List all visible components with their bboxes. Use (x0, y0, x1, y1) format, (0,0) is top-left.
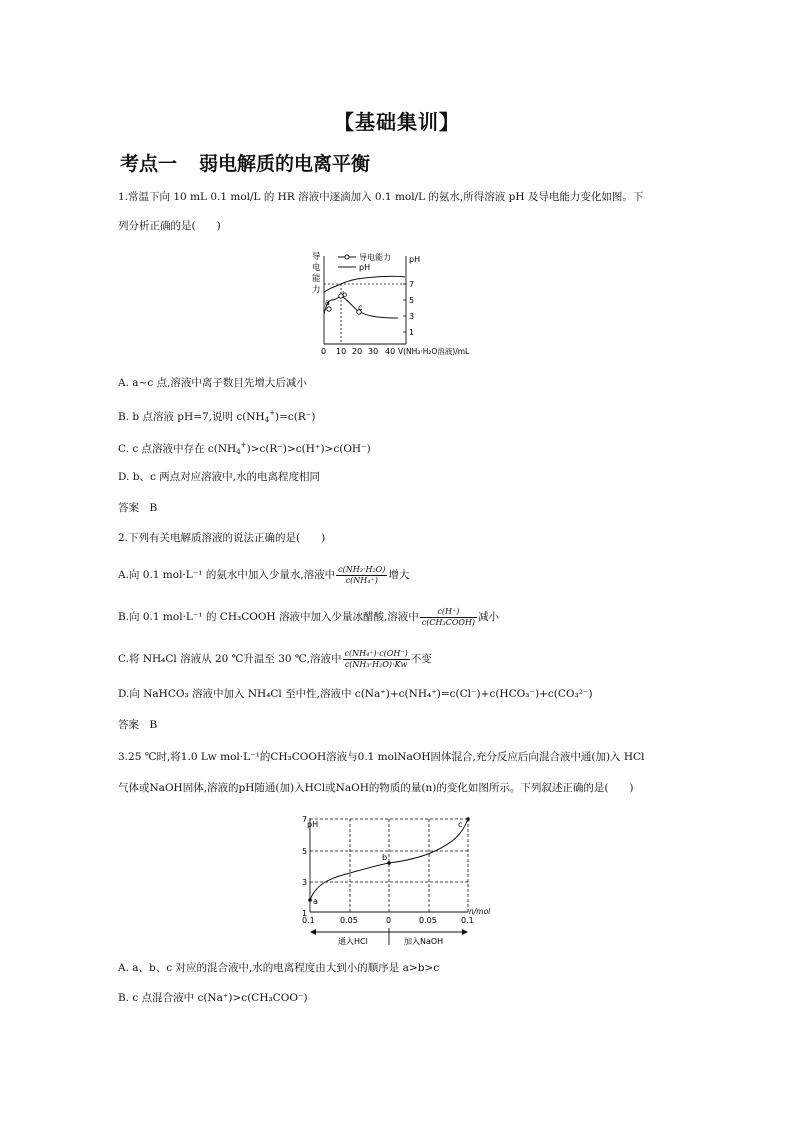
chart1-left-label-3: 力 (312, 285, 321, 295)
chart1-right-axis-label: pH (409, 255, 421, 264)
legend-ph-label: pH (359, 263, 371, 272)
chart2-x-tick-1: 0.05 (340, 916, 358, 925)
q2-option-d: D.向 NaHCO₃ 溶液中加入 NH₄Cl 至中性,溶液中 c(Na⁺)+c(NH₄⁺)=c(Cl⁻)+c(HCO₃⁻)+c(CO₃²⁻) (118, 688, 593, 700)
chart1-x-tick-10: 10 (336, 347, 347, 356)
chart2-point-c-marker (466, 817, 470, 821)
chart2-y-tick-5: 5 (302, 847, 308, 856)
section-name: 弱电解质的电离平衡 (199, 153, 371, 175)
chart2-right-arrow-label: 加入NaOH (404, 937, 444, 946)
q1-option-d: D. b、c 两点对应溶液中,水的电离程度相同 (118, 471, 320, 483)
ph-titration-chart (296, 808, 502, 952)
chart1-point-b-label: b (342, 290, 348, 299)
chart2-point-b-marker (387, 861, 391, 865)
q1-option-b: B. b 点溶液 pH=7,说明 $c(NH_4^+)=c(R^-)$ (118, 409, 316, 424)
q1-option-c: C. c 点溶液中存在 $c(NH_4^+)>c(R^-)>c(H^+)>c(OH^-)$ (118, 441, 371, 456)
q3-stem-line1: 3.25 ℃时,将1.0 Lw mol·L⁻¹的CH₃COOH溶液与0.1 molNaOH固体混合,充分反应后向混合液中通(加)入 HCl (118, 751, 645, 763)
chart1-right-tick-label-7: 7 (409, 280, 415, 289)
chart1-x-label: V(NH₃·H₂O溶液)/mL (398, 347, 470, 356)
chart2-right-arrowhead (462, 929, 468, 935)
q2-option-c: C.将 NH₄Cl 溶液从 20 ℃升温至 30 ℃,溶液中 $\frac{\text{c(NH₄⁺)·c(OH⁻)}}{\text{c(NH₃·H₂O)·Kw}}$ 不变 (118, 648, 432, 669)
chart2-point-a-label: a (313, 897, 318, 906)
chart1-point-c-label: c (358, 303, 363, 312)
chart1-right-tick-label-1: 1 (409, 328, 415, 337)
chart2-x-label: n/mol (469, 907, 491, 916)
chart1-x-tick-30: 30 (368, 347, 379, 356)
q2-answer: 答案 B (118, 719, 158, 731)
q2-option-b: B.向 0.1 mol·L⁻¹ 的 CH₃COOH 溶液中加入少量冰醋酸,溶液中 $\frac{c(H^+)}{\text{c(CH₃COOH)}}$ 减小 (118, 606, 500, 627)
chart1-left-label-0: 导 (312, 252, 321, 262)
chart2-x-tick-2: 0 (386, 916, 392, 925)
chart2-point-c-label: c (458, 820, 463, 829)
q2-stem: 2.下列有关电解质溶液的说法正确的是( ) (118, 532, 326, 544)
q3-stem-line2: 气体或NaOH固体,溶液的pH随通(加)入HCl或NaOH的物质的量(n)的变化如图所示。下列叙述正确的是( ) (118, 782, 634, 794)
chart2-y-tick-7: 7 (302, 815, 308, 824)
q3-option-a: A. a、b、c 对应的混合液中,水的电离程度由大到小的顺序是 a>b>c (118, 962, 440, 974)
q1-stem-line2: 列分析正确的是( ) (118, 220, 221, 232)
section-title (120, 149, 370, 176)
q3-option-b: B. c 点混合液中 c(Na⁺)>c(CH₃COO⁻) (118, 992, 308, 1004)
chart1-x-tick-20: 20 (352, 347, 363, 356)
page-title: 【基础集训】 (334, 110, 460, 134)
chart1-x-tick-0: 0 (321, 347, 327, 356)
chart2-left-arrowhead (310, 929, 316, 935)
q2-option-a: A.向 0.1 mol·L⁻¹ 的氨水中加入少量水,溶液中 $\frac{\text{c(NH₃·H₂O)}}{\text{c(NH₄⁺)}}$ 增大 (118, 564, 410, 585)
legend-conductivity-marker (345, 255, 349, 259)
chart1-x-tick-40: 40 (385, 347, 396, 356)
chart1-left-label-1: 电 (312, 263, 321, 273)
chart2-point-a-marker (308, 898, 312, 902)
section-label: 考点一 (120, 153, 178, 175)
chart1-right-tick-label-5: 5 (409, 296, 415, 305)
chart2-x-tick-0: 0.1 (302, 916, 315, 925)
legend-conductivity-label: 导电能力 (359, 253, 391, 262)
chart1-point-a-label: a (325, 298, 330, 307)
chart2-point-b-label: b (382, 853, 388, 862)
chart1-left-label-2: 能 (312, 274, 321, 284)
q1-stem-line1: 1.常温下向 10 mL 0.1 mol/L 的 HR 溶液中逐滴加入 0.1 mol/L 的氨水,所得溶液 pH 及导电能力变化如图。下 (118, 191, 644, 203)
q1-option-a: A. a~c 点,溶液中离子数目先增大后减小 (118, 377, 307, 389)
conductivity-ph-chart (300, 248, 500, 360)
chart2-left-arrow-label: 通入HCl (338, 937, 368, 946)
chart2-y-tick-1: 1 (302, 909, 308, 918)
q1-answer: 答案 B (118, 502, 158, 514)
chart1-point-a-marker (327, 307, 331, 311)
chart2-y-label: pH (307, 820, 319, 829)
chart2-x-tick-3: 0.05 (419, 916, 437, 925)
chart2-x-tick-4: 0.1 (461, 916, 474, 925)
chart2-y-tick-3: 3 (302, 878, 308, 887)
chart1-right-tick-label-3: 3 (409, 312, 415, 321)
